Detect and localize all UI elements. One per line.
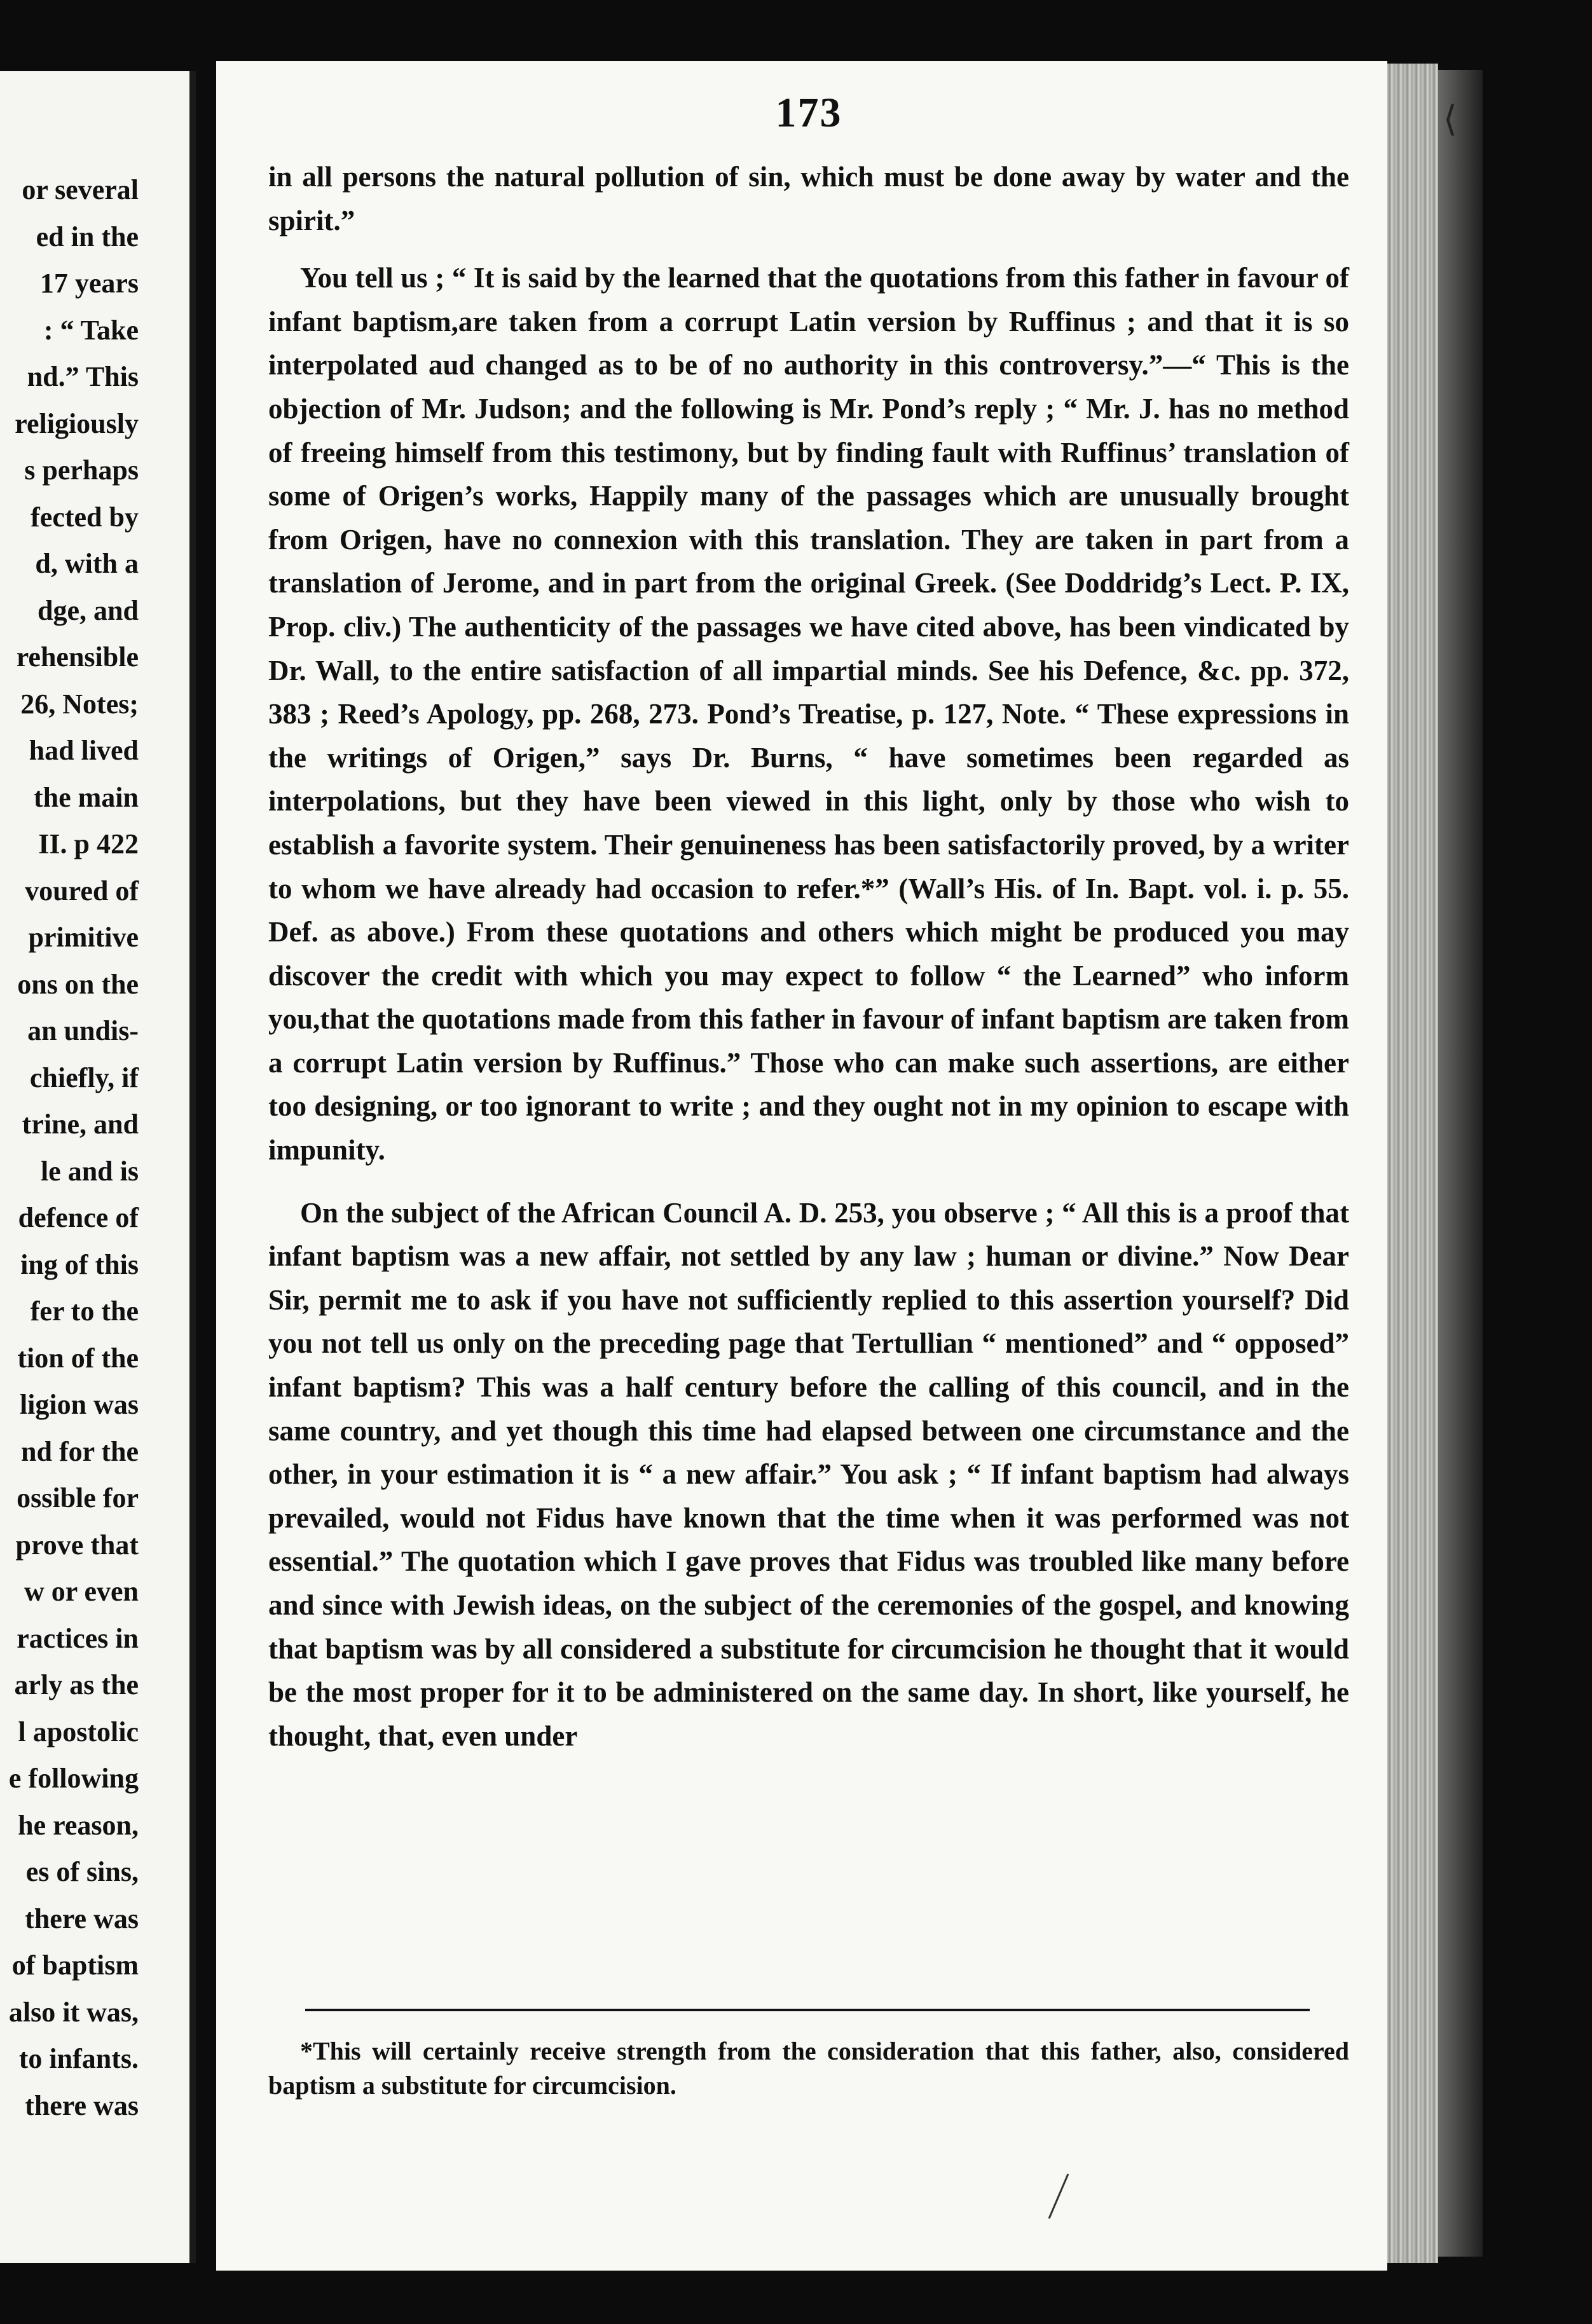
facing-page-line: ing of this bbox=[20, 1248, 139, 1280]
facing-page-line: religiously bbox=[15, 407, 139, 439]
facing-page-line: fer to the bbox=[30, 1295, 139, 1327]
facing-page-line: rehensible bbox=[16, 641, 139, 673]
footnote bbox=[268, 2034, 1349, 2103]
paragraph-1: in all persons the natural pollution of sin, which must be done away by water and the spirit.” bbox=[268, 161, 1349, 236]
page-edge bbox=[1387, 64, 1438, 2263]
edge-mark-icon: ⟨ bbox=[1443, 99, 1457, 140]
facing-page-line: 17 years bbox=[39, 268, 139, 299]
facing-page bbox=[0, 71, 189, 2263]
facing-page-line: nd for the bbox=[21, 1435, 139, 1467]
facing-page-line: fected by bbox=[31, 501, 139, 533]
facing-page-line: w or even bbox=[24, 1576, 139, 1607]
facing-page-line: tion of the bbox=[17, 1342, 139, 1374]
facing-page-line: le and is bbox=[40, 1155, 139, 1187]
facing-page-line: arly as the bbox=[14, 1669, 139, 1700]
facing-page-line: 26, Notes; bbox=[20, 688, 139, 720]
facing-page-line: prove that bbox=[15, 1529, 139, 1561]
facing-page-line: there was bbox=[25, 1903, 139, 1934]
footnote-rule bbox=[305, 2009, 1310, 2011]
facing-page-line: II. p 422 bbox=[38, 828, 139, 859]
facing-page-line: s perhaps bbox=[24, 455, 139, 486]
facing-page-line: ossible for bbox=[17, 1482, 139, 1514]
facing-page-line: defence of bbox=[18, 1202, 139, 1233]
facing-page-line: l apostolic bbox=[18, 1716, 139, 1747]
paragraph-2: You tell us ; “ It is said by the learned that the quotations from this father in favour of infant baptism,are taken from a corrupt Latin version by Ruffinus ; and that it is so interpolated aud changed as to be of no authority in this controversy.”—“ This is the objection of Mr. Judson; and the following is Mr. Pond’s reply ; “ Mr. J. has no method of freeing himself from this testimony, but by finding fault with Ruffinus’ translation of some of Origen’s works, Happily many of the passages which are unusually brought from Origen, have no connexion with this translation. They are taken in part from a translation of Jerome, and in part from the original Greek. (See Doddridg’s Lect. P. IX, Prop. cliv.) The authenticity of the passages we have cited above, has been vindicated by Dr. Wall, to the entire satisfaction of all impartial minds. See his Defence, &c. pp. 372, 383 ; Reed’s Apology, pp. 268, 273. Pond’s Treatise, p. 127, Note. “ These expressions in the writings of Origen,” says Dr. Burns, “ have sometimes been regarded as interpolations, but they have been viewed in this light, only by those who wish to establish a favorite system. Their genuineness has been satisfactorily proved, by a writer to whom we have already had occasion to refer.*” (Wall’s His. of In. Bapt. vol. i. p. 55. Def. as above.) From these quotations and others which might be produced you may discover the credit with which you may expect to follow “ the Learned” who inform you,that the quotations made from this father in favour of infant baptism are taken from a corrupt Latin version by Ruffinus.” Those who can make such assertions, are either too designing, or too ignorant to write ; and they ought not in my opinion to escape with impunity. bbox=[268, 262, 1349, 1166]
facing-page-line: the main bbox=[34, 781, 139, 813]
footnote-text: *This will certainly receive strength from the consideration that this father, also, considered baptism a substitute for circumcision. bbox=[268, 2037, 1349, 2100]
facing-page-line: of baptism bbox=[11, 1950, 139, 1981]
facing-page-line: voured of bbox=[25, 875, 139, 906]
facing-page-line: nd.” This bbox=[27, 361, 139, 392]
facing-page-line: chiefly, if bbox=[29, 1062, 139, 1093]
page-number: 173 bbox=[775, 90, 842, 136]
facing-page-line: e following bbox=[8, 1763, 139, 1794]
facing-page-line: there was bbox=[25, 2089, 139, 2121]
facing-page-line: to infants. bbox=[18, 2043, 139, 2074]
facing-page-line: ons on the bbox=[17, 968, 139, 1000]
facing-page-line: dge, and bbox=[38, 594, 139, 626]
facing-page-line: had lived bbox=[29, 735, 139, 766]
gutter bbox=[189, 71, 196, 2263]
paragraph-3: On the subject of the African Council A. D. 253, you observe ; “ All this is a proof that infant baptism was a new affair, not settled by any law ; human or divine.” Now Dear Sir, permit me to ask if you have not sufficiently replied to this assertion yourself? Did you not tell us only on the preceding page that Tertullian “ mentioned” and “ opposed” infant baptism? This was a half century before the calling of this council, and in the same country, and yet though this time had elapsed between one circumstance and the other, in your estimation it is “ a new affair.” You ask ; “ If infant baptism had always prevailed, would not Fidus have known that the time when it was performed was not essential.” The quotation which I gave proves that Fidus was troubled like many before and since with Jewish ideas, on the subject of the ceremonies of the gospel, and knowing that baptism was by all considered a substitute for circumcision he thought that it would be the most proper for it to be administered on the same day. In short, like yourself, he thought, that, even under bbox=[268, 1196, 1349, 1752]
facing-page-line: ed in the bbox=[36, 221, 139, 252]
ink-speck bbox=[1043, 2149, 1094, 2225]
facing-page-line: an undis- bbox=[27, 1015, 139, 1046]
page-edge-shadow bbox=[1438, 70, 1483, 2257]
facing-page-line: trine, and bbox=[22, 1109, 139, 1140]
facing-page-line: d, with a bbox=[35, 548, 139, 579]
body-text bbox=[268, 155, 1349, 1758]
facing-page-text bbox=[0, 167, 139, 2129]
facing-page-line: : “ Take bbox=[43, 314, 139, 346]
facing-page-line: ractices in bbox=[17, 1622, 139, 1654]
facing-page-line: also it was, bbox=[8, 1996, 139, 2028]
facing-page-line: ligion was bbox=[19, 1389, 139, 1420]
facing-page-line: he reason, bbox=[18, 1809, 139, 1841]
facing-page-line: primitive bbox=[28, 922, 139, 953]
facing-page-line: or several bbox=[22, 174, 139, 205]
facing-page-line: es of sins, bbox=[25, 1856, 139, 1887]
